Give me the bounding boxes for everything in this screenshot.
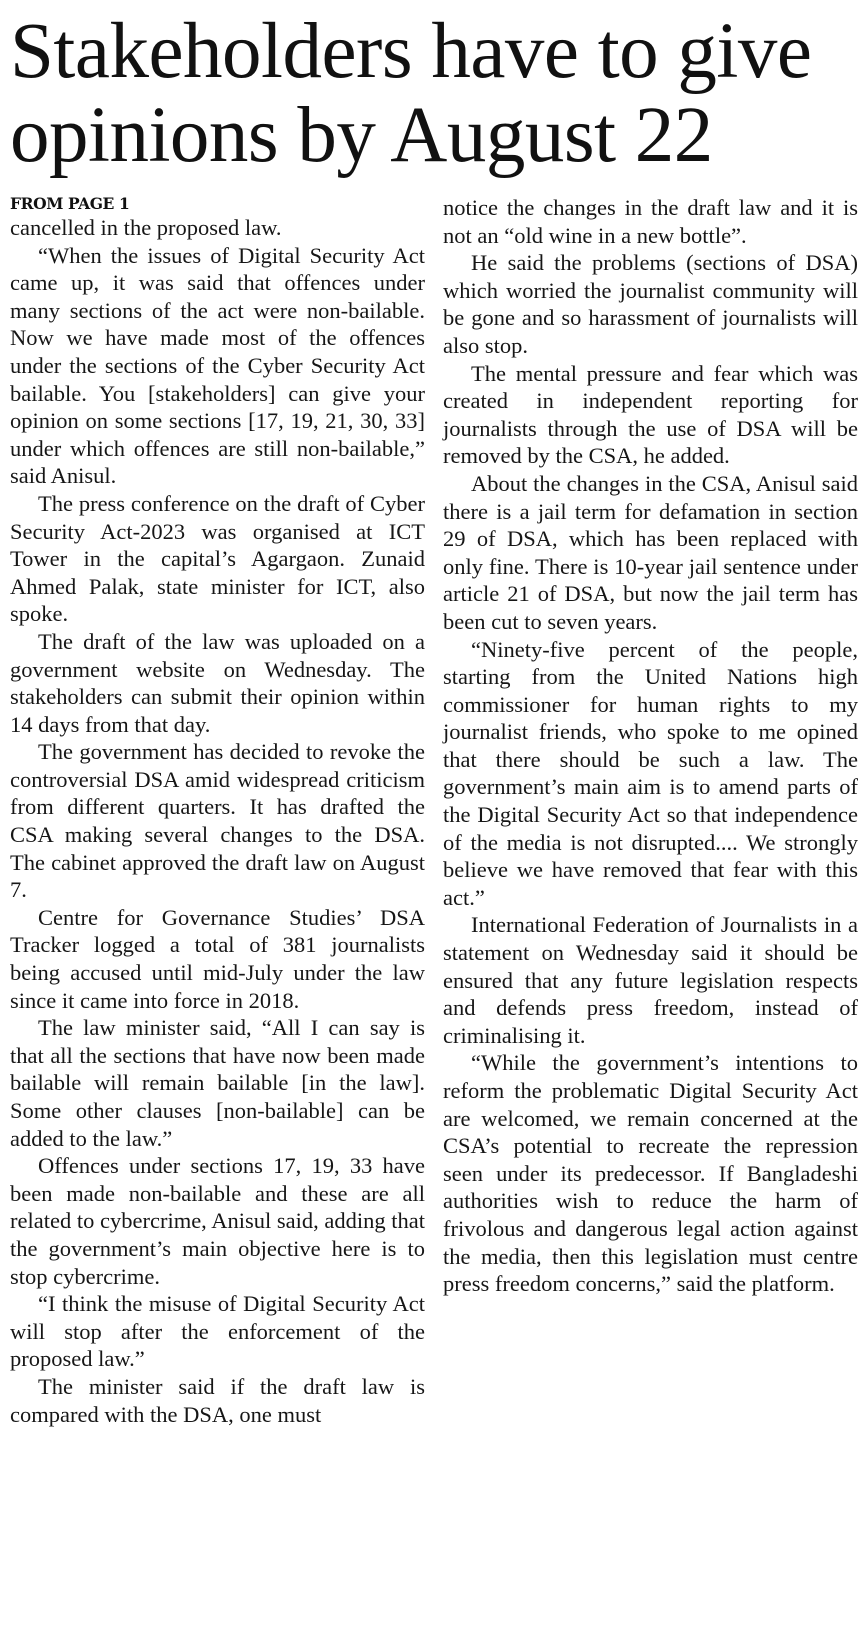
dateline: FROM PAGE 1 <box>10 194 130 213</box>
paragraph: Offences under sections 17, 19, 33 have been made non-bailable and these are all related to cybercrime, Anisul said, adding that the government’s main objective here is to stop cybercrime. <box>10 1153 425 1289</box>
paragraph: notice the changes in the draft law and it is not an “old wine in a new bottle”. <box>443 195 858 248</box>
paragraph: The law minister said, “All I can say is that all the sections that have now been made bailable will remain bailable [in the law]. Some other clauses [non-bailable] can be added to the law.” <box>10 1015 425 1151</box>
paragraph: He said the problems (sections of DSA) which worried the journalist community will be gone and so harassment of journalists will also stop. <box>443 250 858 358</box>
column-left <box>10 194 425 1644</box>
column-right <box>443 194 858 1644</box>
paragraph: “While the government’s intentions to reform the problematic Digital Security Act are welcomed, we remain concerned at the CSA’s potential to recreate the repression seen under its predecessor. If Bangladeshi authorities wish to reduce the harm of frivolous and dangerous legal action against the media, then this legislation must centre press freedom concerns,” said the platform. <box>443 1050 858 1297</box>
paragraph: “I think the misuse of Digital Security Act will stop after the enforcement of the proposed law.” <box>10 1291 425 1372</box>
paragraph: International Federation of Journalists in a statement on Wednesday said it should be ensured that any future legislation respects and defends press freedom, instead of criminalising it. <box>443 912 858 1048</box>
paragraph: Centre for Governance Studies’ DSA Tracker logged a total of 381 journalists being accused until mid-July under the law since it came into force in 2018. <box>10 904 425 1013</box>
paragraph: “Ninety-five percent of the people, starting from the United Nations high commissioner for human rights to my journalist friends, who spoke to me opined that there should be such a law. The government’s main aim is to amend parts of the Digital Security Act so that independence of the media is not disrupted.... We strongly believe we have removed that fear with this act.” <box>443 636 858 910</box>
paragraph: About the changes in the CSA, Anisul said there is a jail term for defamation in section 29 of DSA, which has been replaced with only fine. There is 10-year jail sentence under article 21 of DSA, but now the jail term has been cut to seven years. <box>443 470 858 634</box>
paragraph: The minister said if the draft law is compared with the DSA, one must <box>10 1373 425 1427</box>
article-body <box>10 194 858 1644</box>
paragraph: The government has decided to revoke the controversial DSA amid widespread criticism from different quarters. It has drafted the CSA making several changes to the DSA. The cabinet approved the draft law on August 7. <box>10 739 425 903</box>
paragraph: The press conference on the draft of Cyber Security Act-2023 was organised at ICT Tower in the capital’s Agargaon. Zunaid Ahmed Palak, state minister for ICT, also spoke. <box>10 490 425 627</box>
article-headline: Stakeholders have to give opinions by August 22 <box>10 8 812 179</box>
paragraph: cancelled in the proposed law. <box>10 215 282 240</box>
paragraph: “When the issues of Digital Security Act came up, it was said that offences under many sections of the act were non-bailable. Now we have made most of the offences under the sections of the Cyber Security Act bailable. You [stakeholders] can give your opinion on some sections [17, 19, 21, 30, 33] under which offences are still non-bailable,” said Anisul. <box>10 242 425 489</box>
paragraph: The mental pressure and fear which was created in independent reporting for journalists through the use of DSA will be removed by the CSA, he added. <box>443 360 858 469</box>
paragraph: The draft of the law was uploaded on a government website on Wednesday. The stakeholders can submit their opinion within 14 days from that day. <box>10 628 425 737</box>
